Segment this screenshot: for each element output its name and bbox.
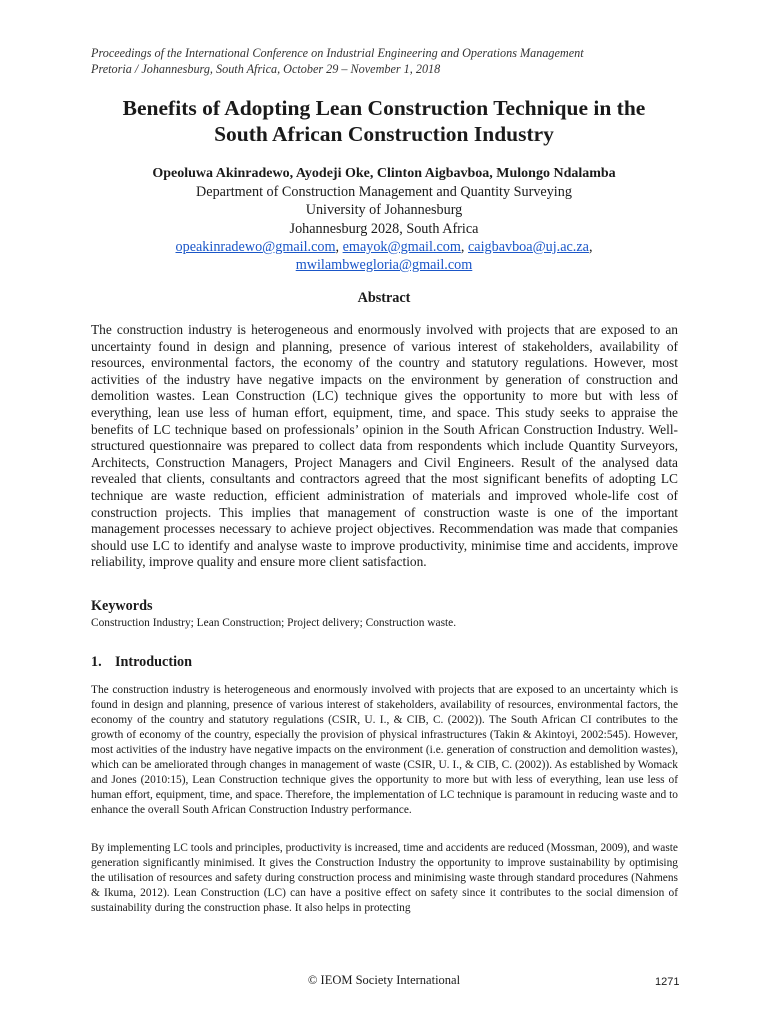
header-line-1: Proceedings of the International Conference on Industrial Engineering and Operations Management xyxy=(91,46,584,60)
address: Johannesburg 2028, South Africa xyxy=(289,220,479,237)
author-block xyxy=(40,165,728,274)
section-title: Introduction xyxy=(115,654,192,670)
department: Department of Construction Management and Quantity Surveying xyxy=(196,184,572,201)
page-number: 1271 xyxy=(655,976,680,988)
paper-title xyxy=(40,95,728,147)
keywords-text: Construction Industry; Lean Construction; Project delivery; Construction waste. xyxy=(91,617,457,629)
email-line-2 xyxy=(40,256,728,274)
footer-copyright: © IEOM Society International xyxy=(307,973,461,987)
title-line-1: Benefits of Adopting Lean Construction Technique in the xyxy=(122,96,646,120)
title-line-2: South African Construction Industry xyxy=(214,122,554,146)
email-line-1: opeakinradewo@gmail.com, emayok@gmail.com, caigbavboa@uj.ac.za, xyxy=(175,238,593,255)
keywords-heading: Keywords xyxy=(91,598,153,614)
header-line-2: Pretoria / Johannesburg, South Africa, October 29 – November 1, 2018 xyxy=(91,62,441,76)
abstract-heading: Abstract xyxy=(357,290,411,306)
section-heading-introduction xyxy=(91,654,192,671)
abstract-text: The construction industry is heterogeneous and enormously involved with projects that are exposed to an uncertainty found in design and planning, presence of various interest of stakeholders, availability of resources, environmental factors, the economy of the country and statutory regulations. However, most activities of the industry have negative impacts on the environment by generation of construction and demolition wastes. Lean Construction (LC) technique gives the opportunity to more but with less of everything, lean use less of human effort, equipment, time, and space. This study seeks to appraise the benefits of LC technique based on professionals’ opinion in the South African Construction Industry. Well-structured questionnaire was prepared to collect data from respondents which include Quantity Surveyors, Architects, Construction Managers, Project Managers and Civil Engineers. Result of the analysed data revealed that clients, consultants and contractors agreed that the most significant benefits of adopting LC technique are waste reduction, efficient administration of materials and improved whole-life cost of construction projects. This implies that management of construction waste is one of the important management processes necessary to achieve project objectives. Recommendation was made that companies should use LC to identify and analyse waste to improve productivity, minimise time and accidents, improve reliability, improve quality and ensure more client satisfaction. xyxy=(91,322,678,570)
section-number: 1. xyxy=(91,654,102,670)
intro-paragraph-1: The construction industry is heterogeneous and enormously involved with projects that are exposed to an uncertainty which is found in design and planning, presence of various interest of stakeholders, availability of resources, environmental factors, the economy of the country and statutory regulations (CSIR, U. I., & CIB, C. (2002)). The South African CI contributes to the growth of economy of the country, especially the provision of physical infrastructures (Takin & Akintoyi, 2002:545). However, most activities of the industry have negative impacts on the environment (i.e. generation of construction and demolition wastes), which can be ameliorated through changes in management of waste (CSIR, U. I., & CIB, C. (2002)). As established by Womack and Jones (2010:15), Lean Construction technique gives the opportunity to more but with less of everything, lean use less of human effort, equipment, time, and space. Therefore, the implementation of LC technique is paramount in reducing waste and to enhance the overall South African Construction Industry performance. xyxy=(91,684,678,816)
email-link[interactable]: emayok@gmail.com xyxy=(342,238,461,255)
email-link[interactable]: mwilambwegloria@gmail.com xyxy=(295,257,473,274)
email-link[interactable]: caigbavboa@uj.ac.za xyxy=(467,238,589,255)
email-link[interactable]: opeakinradewo@gmail.com xyxy=(175,238,336,255)
university: University of Johannesburg xyxy=(305,202,463,219)
running-header xyxy=(91,45,584,77)
intro-paragraph-2: By implementing LC tools and principles, productivity is increased, time and accidents are reduced (Mossman, 2009), and waste generation significantly minimised. It gives the Construction Industry the opportunity to improve sustainability by optimising the utilisation of resources and safety during construction process and minimising waste through standard procedures (Nahmens & Ikuma, 2012). Lean Construction (LC) can have a positive effect on safety since it contributes to the social dimension of sustainability during the construction phase. It also helps in protecting xyxy=(91,842,678,914)
author-list: Opeoluwa Akinradewo, Ayodeji Oke, Clinton Aigbavboa, Mulongo Ndalamba xyxy=(152,166,616,181)
